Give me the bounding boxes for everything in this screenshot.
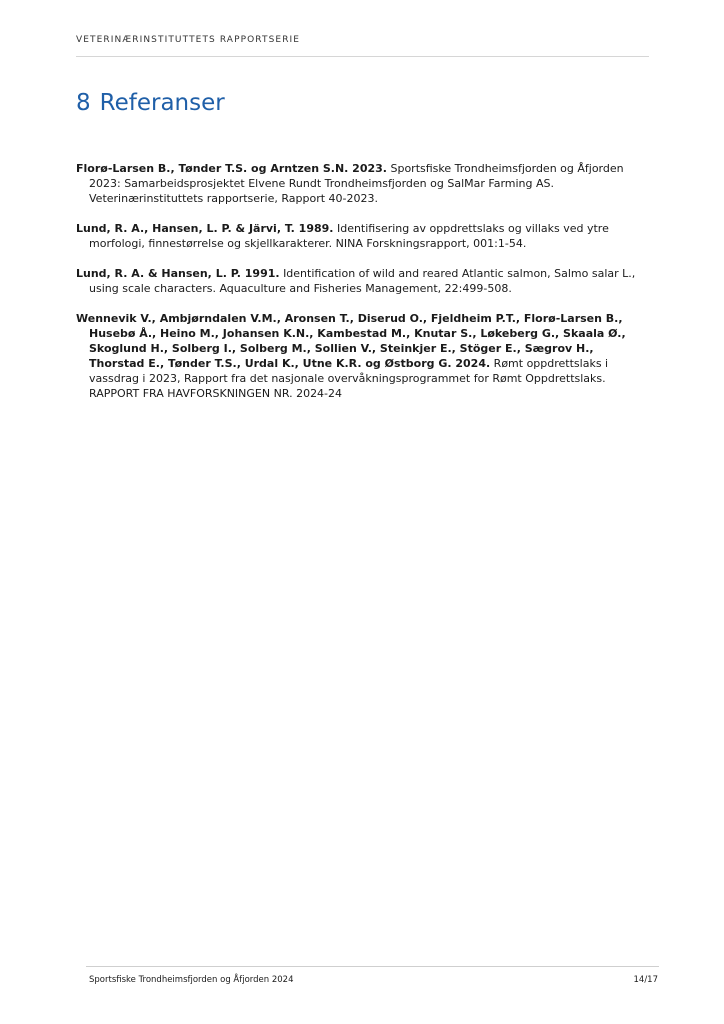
reference-authors: Florø-Larsen B., Tønder T.S. og Arntzen S.N. 2023. <box>76 162 387 175</box>
header-divider <box>76 56 649 57</box>
section-title: Referanser <box>99 90 225 116</box>
reference-item <box>76 221 649 251</box>
reference-item <box>76 266 649 296</box>
footer-divider <box>86 966 659 967</box>
reference-text: Sportsfiske Trondheimsfjorden og Åfjorden 2023: Samarbeidsprosjektet Elvene Rundt Trondheimsfjorden og SalMar Farming AS. Veterinærinstituttets rapportserie, Rapport 40-2023. <box>89 162 624 205</box>
reference-list <box>76 161 649 416</box>
reference-authors: Lund, R. A., Hansen, L. P. & Järvi, T. 1989. <box>76 222 334 235</box>
section-number: 8 <box>76 90 91 116</box>
report-series-header: VETERINÆRINSTITUTTETS RAPPORTSERIE <box>76 35 301 45</box>
reference-text: Rømt oppdrettslaks i vassdrag i 2023, Rapport fra det nasjonale overvåkningsprogrammet for Rømt Oppdrettslaks. RAPPORT FRA HAVFORSKNINGEN NR. 2024-24 <box>89 357 609 400</box>
page-number: 14/17 <box>633 975 658 985</box>
section-heading <box>76 90 225 116</box>
reference-text: Identifisering av oppdrettslaks og villaks ved ytre morfologi, finnestørrelse og skjellkarakterer. NINA Forskningsrapport, 001:1-54. <box>89 222 609 250</box>
reference-authors: Lund, R. A. & Hansen, L. P. 1991. <box>76 267 280 280</box>
footer-report-title: Sportsfiske Trondheimsfjorden og Åfjorden 2024 <box>89 975 294 985</box>
reference-item <box>76 311 649 401</box>
reference-item <box>76 161 649 206</box>
reference-text: Identification of wild and reared Atlantic salmon, Salmo salar L., using scale characters. Aquaculture and Fisheries Management, 22:499-508. <box>89 267 636 295</box>
reference-authors: Wennevik V., Ambjørndalen V.M., Aronsen T., Diserud O., Fjeldheim P.T., Florø-Larsen B., Husebø Å., Heino M., Johansen K.N., Kambestad M., Knutar S., Løkeberg G., Skaala Ø., Skoglund H., Solberg I., Solberg M., Sollien V., Steinkjer E., Stöger E., Sægrov H., Thorstad E., Tønder T.S., Urdal K., Utne K.R. og Østborg G. 2024. <box>76 312 626 370</box>
